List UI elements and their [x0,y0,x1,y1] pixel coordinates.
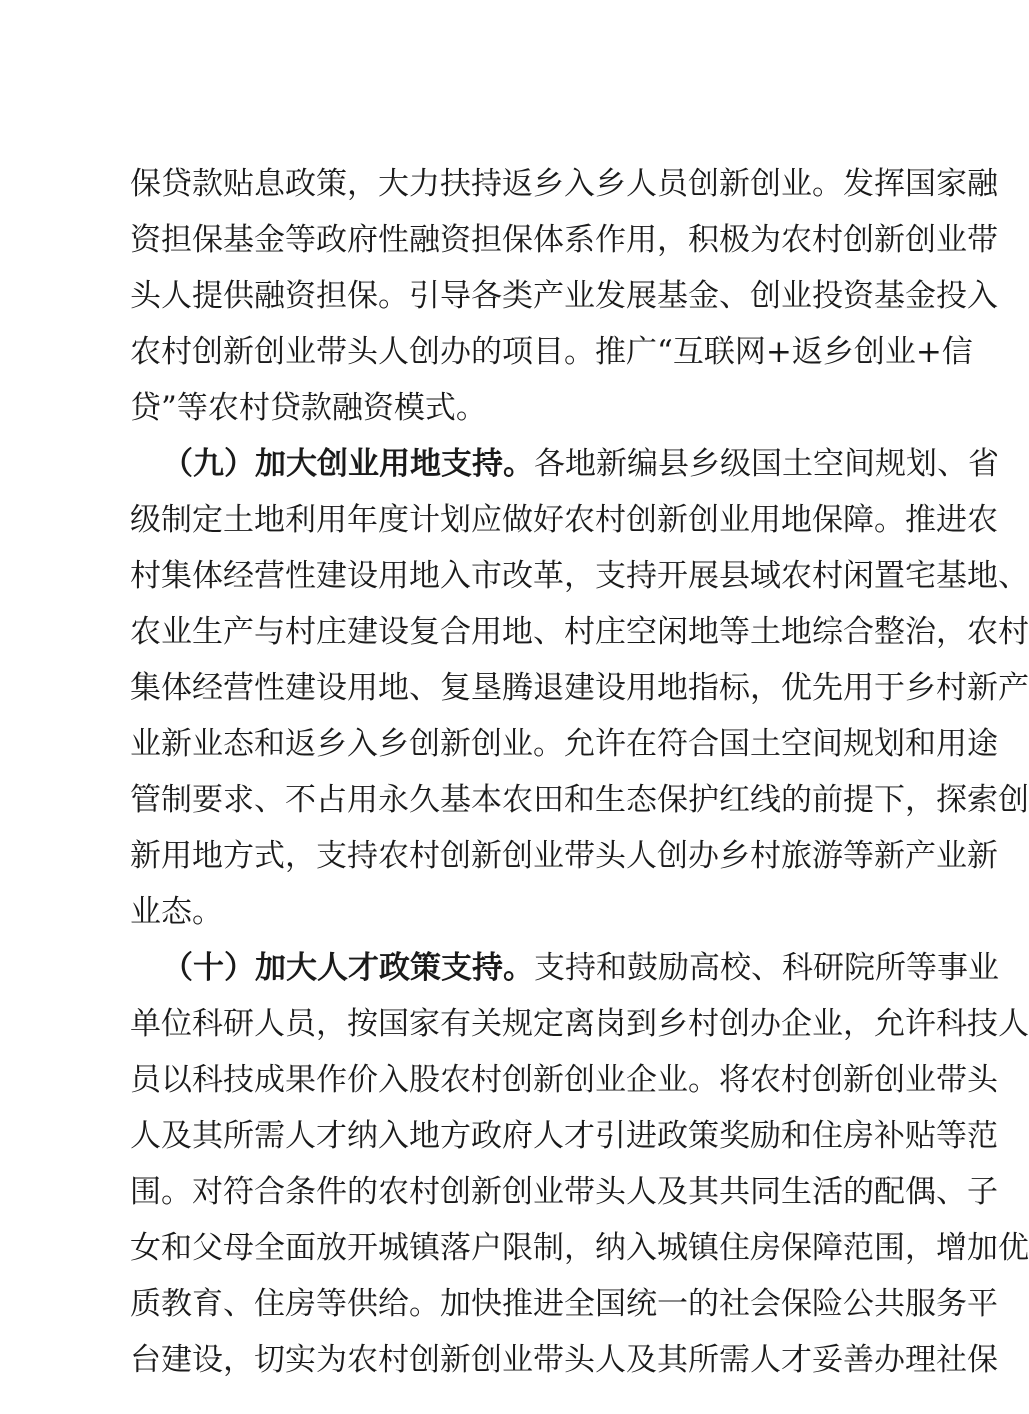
paragraph-line: 业态。 [130,894,223,930]
section-9-heading: （九）加大创业用地支持。 [162,446,534,482]
paragraph-line: 集体经营性建设用地、复垦腾退建设用地指标，优先用于乡村新产 [130,670,1029,706]
paragraph-line: 单位科研人员，按国家有关规定离岗到乡村创办企业，允许科技人 [130,1006,1029,1042]
paragraph-line: 头人提供融资担保。引导各类产业发展基金、创业投资基金投入 [130,278,998,314]
paragraph-line: 贷”等农村贷款融资模式。 [130,390,487,426]
section-9-first-line-text: 各地新编县乡级国土空间规划、省 [534,446,999,482]
paragraph-line: 保贷款贴息政策，大力扶持返乡入乡人员创新创业。发挥国家融 [130,166,998,202]
section-10-first-line [162,940,999,996]
paragraph-line: 女和父母全面放开城镇落户限制，纳入城镇住房保障范围，增加优 [130,1230,1029,1266]
paragraph-line: 农业生产与村庄建设复合用地、村庄空闲地等土地综合整治，农村 [130,614,1029,650]
section-10-heading: （十）加大人才政策支持。 [162,950,534,986]
paragraph-line: 级制定土地利用年度计划应做好农村创新创业用地保障。推进农 [130,502,998,538]
paragraph-line: 台建设，切实为农村创新创业带头人及其所需人才妥善办理社保 [130,1342,998,1378]
paragraph-line: 业新业态和返乡入乡创新创业。允许在符合国土空间规划和用途 [130,726,998,762]
paragraph-line: 管制要求、不占用永久基本农田和生态保护红线的前提下，探索创 [130,782,1029,818]
paragraph-line: 村集体经营性建设用地入市改革，支持开展县域农村闲置宅基地、 [130,558,1029,594]
paragraph-line: 资担保基金等政府性融资担保体系作用，积极为农村创新创业带 [130,222,998,258]
paragraph-line: 围。对符合条件的农村创新创业带头人及其共同生活的配偶、子 [130,1174,998,1210]
paragraph-line: 质教育、住房等供给。加快推进全国统一的社会保险公共服务平 [130,1286,998,1322]
paragraph-line: 人及其所需人才纳入地方政府人才引进政策奖励和住房补贴等范 [130,1118,998,1154]
paragraph-line: 新用地方式，支持农村创新创业带头人创办乡村旅游等新产业新 [130,838,998,874]
section-9-first-line [162,436,999,492]
section-10-first-line-text: 支持和鼓励高校、科研院所等事业 [534,950,999,986]
paragraph-line: 员以科技成果作价入股农村创新创业企业。将农村创新创业带头 [130,1062,998,1098]
paragraph-line: 农村创新创业带头人创办的项目。推广“互联网+返乡创业+信 [130,334,973,370]
